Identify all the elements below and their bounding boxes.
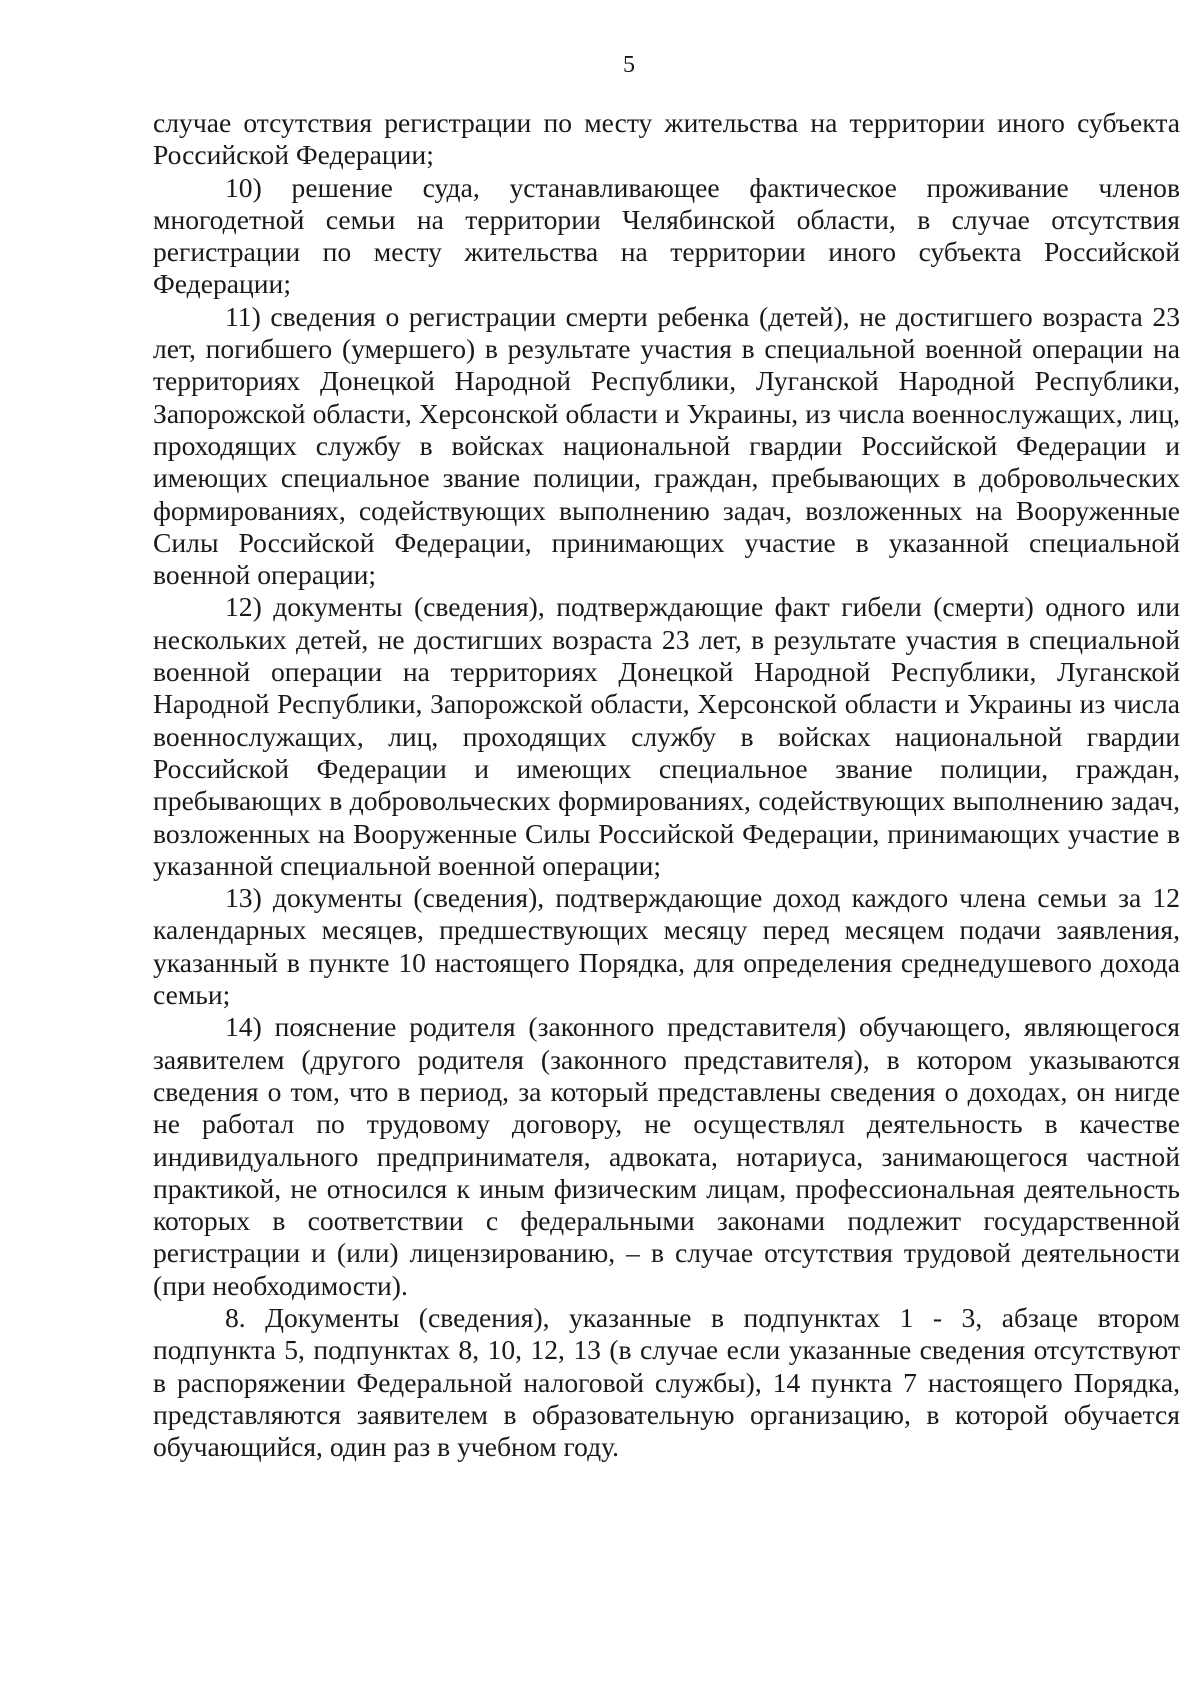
paragraph-item-11: 11) сведения о регистрации смерти ребенка (детей), не достигшего возраста 23 лет, погибшего (умершего) в результате участия в специальной военной операции на территориях Донецкой Народной Республики, Луганской Народной Республики, Запорожской области, Херсонской области и Украины, из числа военнослужащих, лиц, проходящих службу в войсках национальной гвардии Российской Федерации и имеющих специальное звание полиции, граждан, пребывающих в добровольческих формированиях, содействующих выполнению задач, возложенных на Вооруженные Силы Российской Федерации, принимающих участие в указанной специальной военной операции; xyxy=(153,300,1180,591)
document-body xyxy=(153,107,1180,1463)
paragraph-item-12: 12) документы (сведения), подтверждающие факт гибели (смерти) одного или нескольких детей, не достигших возраста 23 лет, в результате участия в специальной военной операции на территориях Донецкой Народной Республики, Луганской Народной Республики, Запорожской области, Херсонской области и Украины из числа военнослужащих, лиц, проходящих службу в войсках национальной гвардии Российской Федерации и имеющих специальное звание полиции, граждан, пребывающих в добровольческих формированиях, содействующих выполнению задач, возложенных на Вооруженные Силы Российской Федерации, принимающих участие в указанной специальной военной операции; xyxy=(153,591,1180,881)
page-number: 5 xyxy=(623,52,635,78)
paragraph-clause-8: 8. Документы (сведения), указанные в подпунктах 1 - 3, абзаце втором подпункта 5, подпунктах 8, 10, 12, 13 (в случае если указанные сведения отсутствуют в распоряжении Федеральной налоговой службы), 14 пункта 7 настоящего Порядка, представляются заявителем в образовательную организацию, в которой обучается обучающийся, один раз в учебном году. xyxy=(153,1301,1180,1463)
paragraph-item-10: 10) решение суда, устанавливающее фактическое проживание членов многодетной семьи на территории Челябинской области, в случае отсутствия регистрации по месту жительства на территории иного субъекта Российской Федерации; xyxy=(153,171,1180,300)
paragraph-item-13: 13) документы (сведения), подтверждающие доход каждого члена семьи за 12 календарных месяцев, предшествующих месяцу перед месяцем подачи заявления, указанный в пункте 10 настоящего Порядка, для определения среднедушевого дохода семьи; xyxy=(153,882,1180,1011)
paragraph-continuation: случае отсутствия регистрации по месту жительства на территории иного субъекта Российской Федерации; xyxy=(153,107,1180,171)
paragraph-item-14: 14) пояснение родителя (законного представителя) обучающего, являющегося заявителем (другого родителя (законного представителя), в котором указываются сведения о том, что в период, за который представлены сведения о доходах, он нигде не работал по трудовому договору, не осуществлял деятельность в качестве индивидуального предпринимателя, адвоката, нотариуса, занимающегося частной практикой, не относился к иным физическим лицам, профессиональная деятельность которых в соответствии с федеральными законами подлежит государственной регистрации и (или) лицензированию, – в случае отсутствия трудовой деятельности (при необходимости). xyxy=(153,1011,1180,1301)
